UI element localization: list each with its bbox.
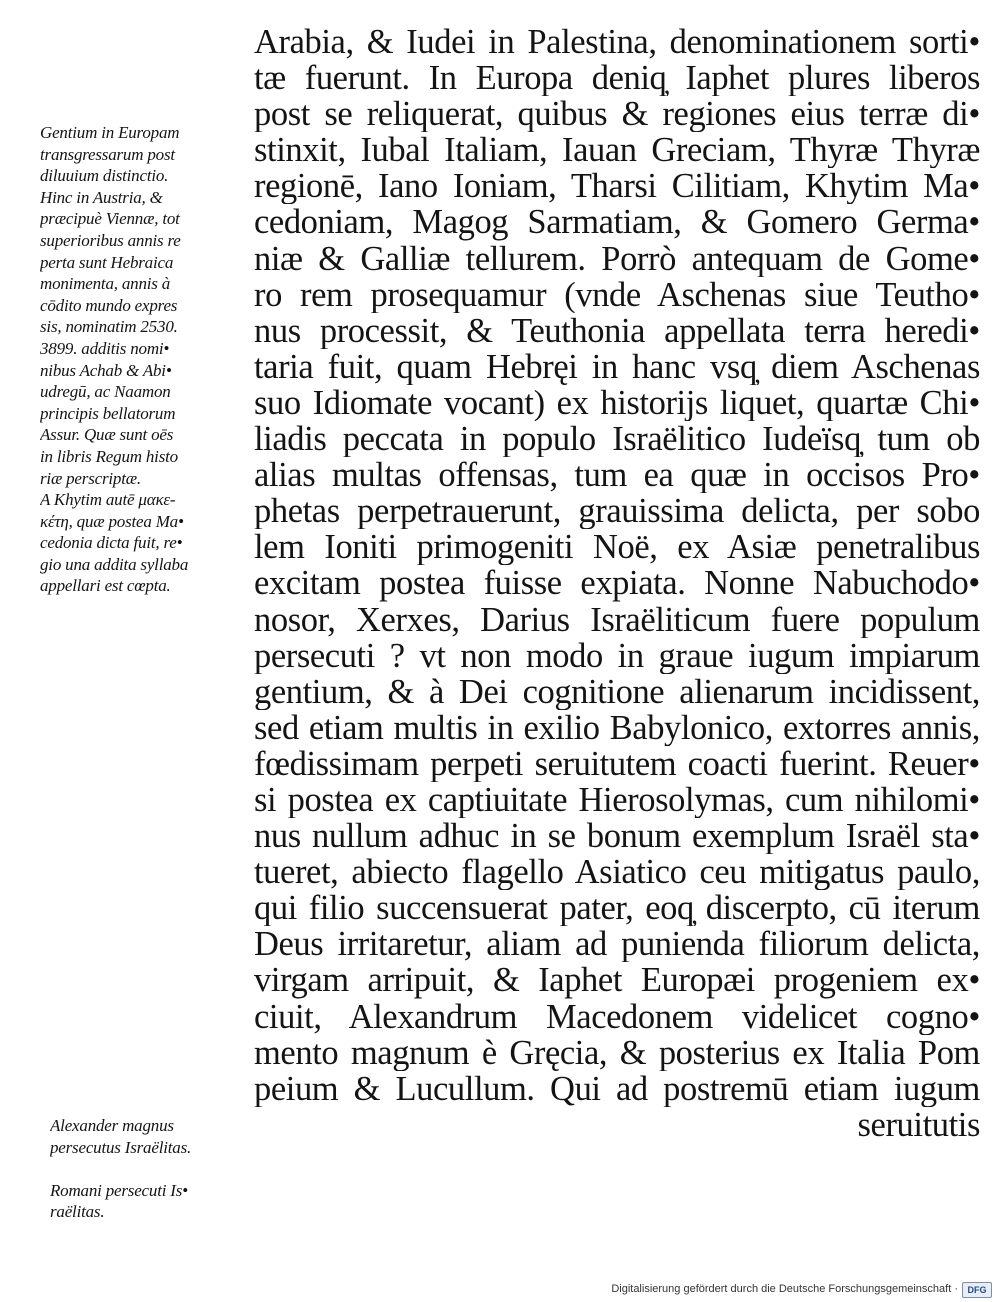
text-line: nus nullum adhuc in se bonum exemplum Israël sta• — [254, 818, 980, 855]
text-line: phetas perpetrauerunt, grauissima delicta, per sobo — [254, 493, 980, 530]
margin-note-line: perta sunt Hebraica — [40, 252, 174, 272]
margin-note-line: Assur. Quæ sunt oēs — [40, 425, 174, 445]
margin-note-line: in libris Regum histo — [40, 446, 178, 466]
margin-note-line: udregū, ac Naamon — [40, 382, 171, 402]
text-line: suo Idiomate vocant) ex historijs liquet, quartæ Chi• — [254, 384, 980, 422]
margin-note-persecutions — [50, 1115, 258, 1223]
text-line: stinxit, Iubal Italiam, Iauan Greciam, Thyræ Thyræ — [254, 132, 980, 169]
margin-note-line: Alexander magnus — [50, 1116, 174, 1135]
text-line: si postea ex captiuitate Hierosolymas, cum nihilomi• — [254, 781, 980, 819]
margin-note-gentium — [40, 122, 248, 597]
text-line: fœdissimam perpeti seruitutem coacti fuerint. Reuer• — [254, 745, 980, 782]
text-line: Arabia, & Iudei in Palestina, denominationem sorti• — [254, 24, 980, 61]
margin-note-line: nibus Achab & Abi• — [40, 360, 172, 380]
text-line: qui filio succensuerat pater, eoq̦ discerpto, cū iterum — [254, 890, 980, 927]
digitization-credit: Digitalisierung gefördert durch die Deutsche Forschungsgemeinschaft · — [611, 1283, 958, 1295]
catchword: seruitutis — [857, 1106, 980, 1143]
text-line: persecuti ? vt non modo in graue iugum impiarum — [254, 637, 980, 674]
margin-note-line: raëlitas. — [50, 1202, 105, 1222]
margin-note-line: persecutus Israëlitas. — [50, 1137, 192, 1157]
footer-bar — [0, 1274, 1000, 1302]
text-line: sed etiam multis in exilio Babylonico, extorres annis, — [254, 709, 980, 746]
margin-note-line: diluuium distinctio. — [40, 166, 169, 186]
text-line: tæ fuerunt. In Europa deniq̦ Iaphet plures liberos — [254, 60, 980, 97]
margin-note-line: principis bellatorum — [40, 403, 176, 423]
main-text-column — [254, 24, 980, 1143]
text-line: niæ & Galliæ tellurem. Porrò antequam de Gome• — [254, 240, 980, 277]
text-line: nus processit, & Teuthonia appellata terra heredi• — [254, 312, 980, 349]
text-line: ro rem prosequamur (vnde Aschenas siue Teutho• — [254, 276, 980, 313]
margin-note-line: sis, nominatim 2530. — [40, 317, 178, 337]
text-line: nosor, Xerxes, Darius Israëliticum fuere populum — [254, 601, 980, 638]
margin-note-line: transgressarum post — [40, 144, 175, 164]
margin-note-line: 3899. additis nomi• — [40, 338, 170, 358]
margin-note-line: cōdito mundo expres — [40, 295, 178, 315]
margin-note-line: monimenta, annis à — [40, 274, 171, 294]
text-line: liadis peccata in populo Israëlitico Iudeïsq̦ tum ob — [254, 421, 980, 458]
text-line: peium & Lucullum. Qui ad postremū etiam iugum — [254, 1070, 980, 1107]
margin-note-line: κέτη, quæ postea Ma• — [40, 511, 184, 531]
margin-note-line: appellari est cœpta. — [40, 576, 171, 596]
text-line: virgam arripuit, & Iaphet Europæi progeniem ex• — [254, 962, 980, 999]
dfg-logo-icon: DFG — [962, 1282, 992, 1298]
text-line: excitam postea fuisse expiata. Nonne Nabuchodo• — [254, 565, 980, 602]
margin-note-line: gio una addita syllaba — [40, 554, 189, 574]
text-line: mento magnum è Gręcia, & posterius ex Italia Pom — [254, 1034, 980, 1071]
text-line: lem Ioniti primogeniti Noë, ex Asiæ penetralibus — [254, 529, 980, 566]
margin-note-line: riæ perscriptæ. — [40, 468, 141, 488]
text-line: alias multas offensas, tum ea quæ in occisos Pro• — [254, 457, 980, 494]
text-line: Deus irritaretur, aliam ad punienda filiorum delicta, — [254, 926, 980, 963]
text-line: gentium, & à Dei cognitione alienarum incidissent, — [254, 673, 980, 710]
margin-note-line: A Khytim autē μακε- — [40, 490, 176, 510]
text-line: ciuit, Alexandrum Macedonem videlicet cogno• — [254, 998, 980, 1035]
text-line: regionē, Iano Ioniam, Tharsi Cilitiam, Khytim Ma• — [254, 168, 980, 205]
margin-note-spacer — [50, 1158, 258, 1180]
text-line: tueret, abiecto flagello Asiatico ceu mitigatus paulo, — [254, 854, 980, 891]
text-line: cedoniam, Magog Sarmatiam, & Gomero Germa• — [254, 204, 980, 241]
text-line: post se reliquerat, quibus & regiones eius terræ di• — [254, 96, 980, 133]
margin-note-line: Hinc in Austria, & — [40, 187, 163, 207]
margin-note-line: præcipuè Viennæ, tot — [40, 209, 180, 229]
margin-note-line: superioribus annis re — [40, 230, 181, 250]
margin-note-line: Gentium in Europam — [40, 123, 180, 142]
margin-note-line: Romani persecuti Is• — [50, 1180, 188, 1200]
text-line: taria fuit, quam Hebręi in hanc vsq̦ diem Aschenas — [254, 348, 980, 385]
margin-note-line: cedonia dicta fuit, re• — [40, 533, 183, 553]
